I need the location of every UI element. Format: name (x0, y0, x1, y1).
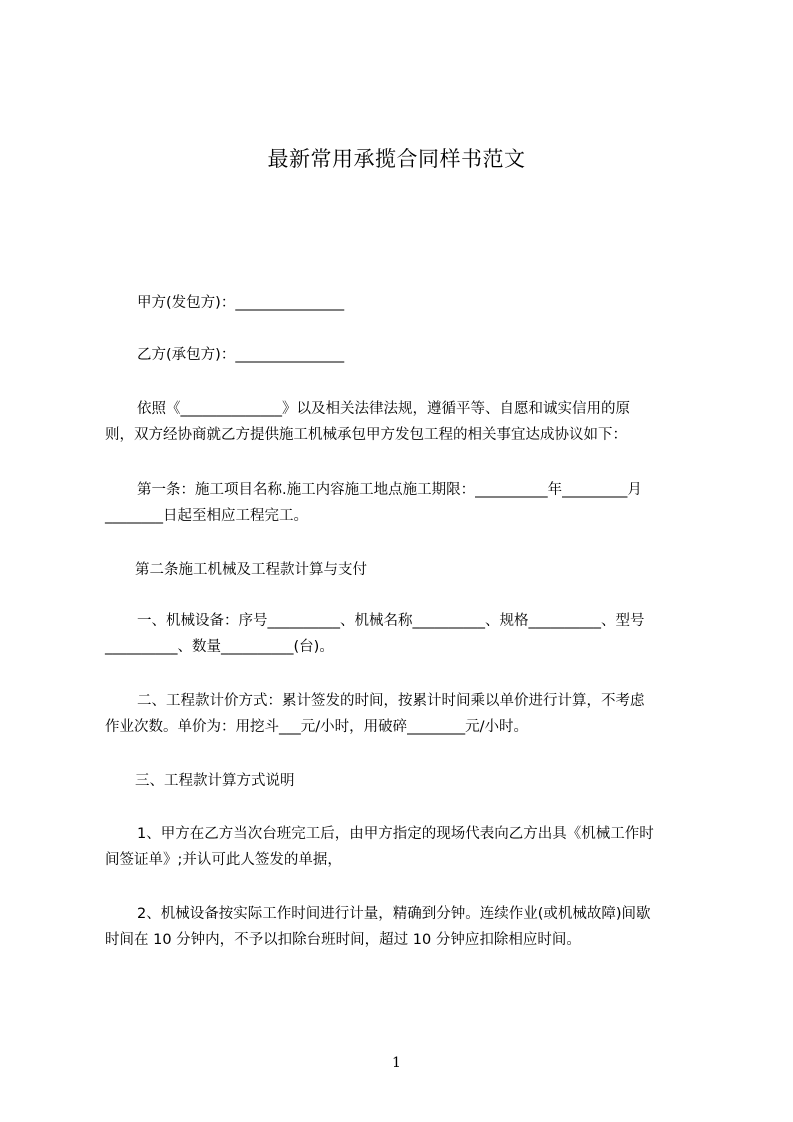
calc-heading-text: 三、工程款计算方式说明 (135, 773, 295, 789)
article1-paragraph (105, 477, 703, 529)
machinery-line-2: __________、数量__________(台)。 (105, 639, 334, 655)
article1-line-1: 第一条：施工项目名称.施工内容施工地点施工期限：__________年_________月 (137, 482, 642, 498)
calc-item-2 (105, 901, 703, 953)
article2-heading-text: 第二条施工机械及工程款计算与支付 (135, 562, 367, 578)
machinery-line-1: 一、机械设备：序号__________、机械名称__________、规格__________、型号 (137, 613, 645, 629)
pricing-paragraph (105, 688, 703, 740)
pricing-line-2: 作业次数。单价为：用挖斗___元/小时，用破碎________元/小时。 (105, 719, 529, 735)
calc-item-2-line-2: 时间在 10 分钟内，不予以扣除台班时间，超过 10 分钟应扣除相应时间。 (105, 932, 581, 948)
basis-line-2: 则，双方经协商就乙方提供施工机械承包甲方发包工程的相关事宜达成协议如下： (105, 427, 627, 443)
calc-item-1-line-2: 间签证单》;并认可此人签发的单据， (105, 852, 342, 868)
machinery-paragraph (105, 608, 703, 660)
article2-heading (105, 557, 703, 583)
party-b-line (105, 342, 703, 368)
basis-line-1: 依照《______________》以及相关法律法规，遵循平等、自愿和诚实信用的原 (137, 401, 630, 417)
basis-paragraph (105, 396, 703, 448)
calc-item-1 (105, 821, 703, 873)
page-number: 1 (392, 1055, 401, 1071)
party-b-text: 乙方(承包方)：_______________ (137, 347, 345, 363)
calc-heading (105, 768, 703, 794)
calc-item-1-line-1: 1、甲方在乙方当次台班完工后，由甲方指定的现场代表向乙方出具《机械工作时 (137, 826, 654, 842)
pricing-line-1: 二、工程款计价方式：累计签发的时间，按累计时间乘以单价进行计算，不考虑 (137, 693, 645, 709)
party-a-text: 甲方(发包方)：_______________ (137, 295, 345, 311)
article1-line-2: ________日起至相应工程完工。 (105, 508, 308, 524)
party-a-line (105, 290, 703, 316)
document-title: 最新常用承揽合同样书范文 (267, 147, 526, 171)
calc-item-2-line-1: 2、机械设备按实际工作时间进行计量，精确到分钟。连续作业(或机械故障)间歇 (137, 906, 651, 922)
